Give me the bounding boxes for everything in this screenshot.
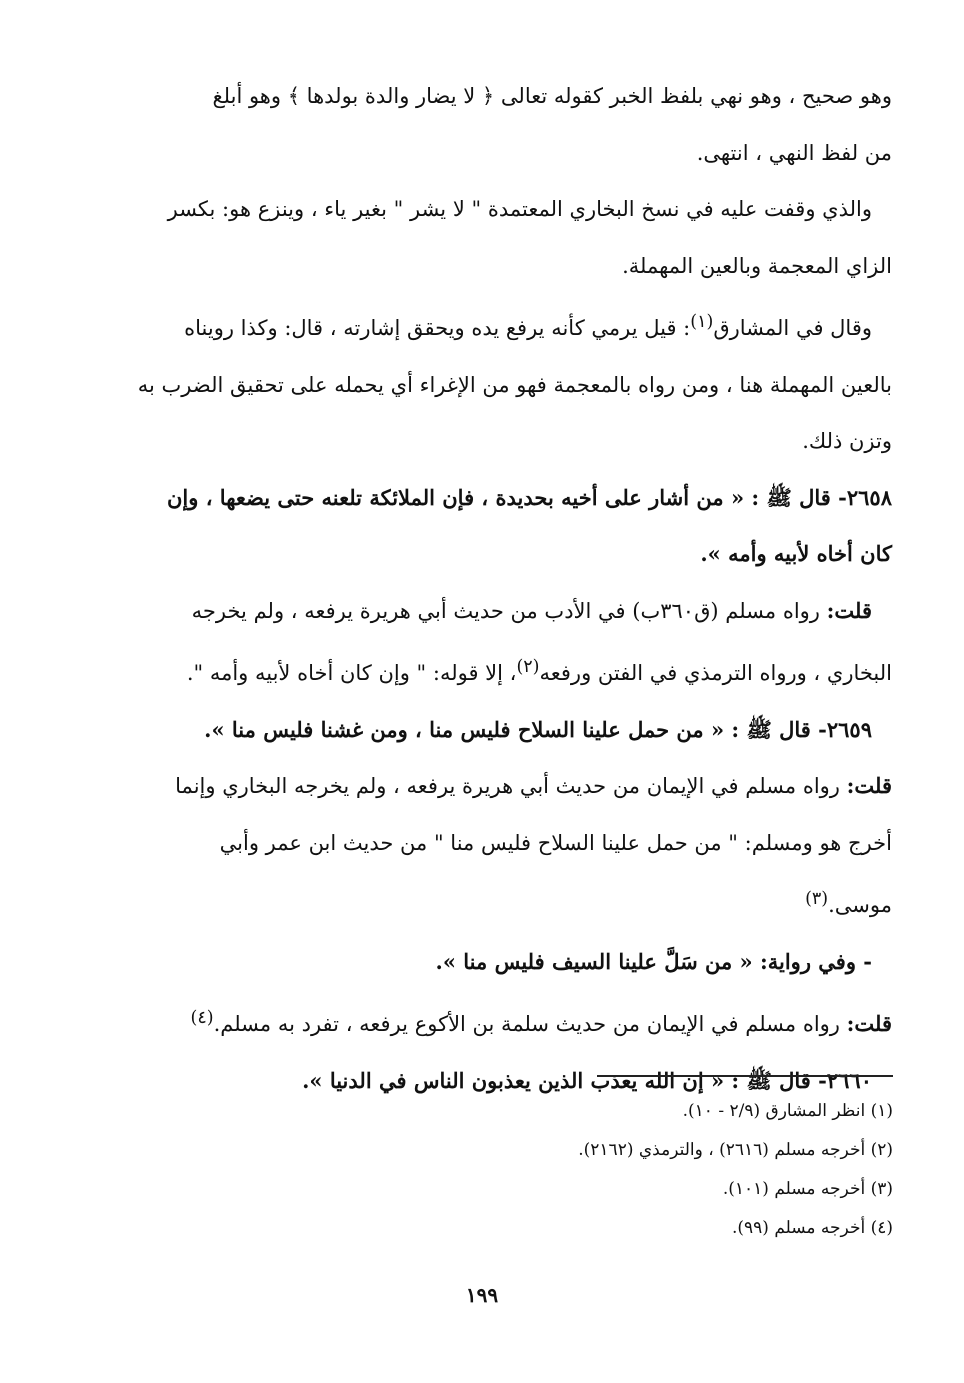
paragraph-2-line-1: والذي وقفت عليه في نسخ البخاري المعتمدة " لا يشر " بغير ياء ، وينزع هو: بكسر <box>167 197 872 221</box>
paragraph-2-line-2: الزاي المعجمة وبالعين المهملة. <box>622 253 892 278</box>
riwaya-line-1: - وفي رواية: « من سَلَّ علينا السيف فليس منا ». <box>435 948 872 974</box>
paragraph-3 <box>112 294 892 470</box>
comment-riwaya-line-1: رواه مسلم في الإيمان من حديث سلمة بن الأكوع يرفعه ، تفرد به مسلم. <box>213 1012 847 1036</box>
footnote-1: (١) انظر المشارق (٢/٩ - ١٠). <box>682 1101 893 1121</box>
comment-2659-line-2: أخرج هو ومسلم: " من حمل علينا السلاح فليس منا " من حديث ابن عمر وأبي <box>219 830 892 855</box>
main-text <box>112 68 892 1109</box>
hadith-2660-line-1: ٢٦٦٠- قال ﷺ : « إن الله يعذب الذين يعذبون الناس في الدنيا ». <box>302 1067 872 1093</box>
paragraph-1 <box>112 68 892 181</box>
hadith-2659-line-1: ٢٦٥٩- قال ﷺ : « من حمل علينا السلاح فليس منا ، ومن غشنا فليس منا ». <box>204 716 872 742</box>
comment-2658-line-1: رواه مسلم (ق٣٦٠ب) في الأدب من حديث أبي هريرة يرفعه ، ولم يخرجه <box>191 598 827 623</box>
paragraph-2 <box>112 181 892 294</box>
qultu-label: قلت: <box>846 1011 892 1036</box>
paragraph-1-line-2: من لفظ النهي ، انتهى. <box>696 140 892 165</box>
paragraph-3-line-2: بالعين المهملة هنا ، ومن رواه بالمعجمة فهو من الإغراء أي يحمله على تحقيق الضرب به <box>137 372 892 397</box>
comment-2658 <box>112 583 892 702</box>
hadith-2658 <box>112 470 892 583</box>
paragraph-3-line-1b: : قيل يرمي كأنه يرفع يده ويحقق إشارته ، قال: وكذا رويناه <box>184 316 691 340</box>
comment-2659-line-1: رواه مسلم في الإيمان من حديث أبي هريرة يرفعه ، ولم يخرجه البخاري وإنما <box>175 774 847 798</box>
footnote-2: (٢) أخرجه مسلم (٢٦١٦) ، والترمذي (٢١٦٢). <box>578 1140 893 1160</box>
riwaya-line <box>112 934 892 991</box>
comment-2659-line-3: موسى. <box>828 893 892 917</box>
paragraph-1-line-1: وهو صحيح ، وهو نهي بلفظ الخبر كقوله تعالى ﴿ لا يضار والدة بولدها ﴾ وهو أبلغ <box>212 84 892 108</box>
comment-2658-line-2b: ، إلا قوله: " وإن كان أخاه لأبيه وأمه ". <box>186 661 517 685</box>
comment-2658-line-2a: البخاري ، ورواه الترمذي في الفتن ورفعه <box>539 661 892 685</box>
footnote-ref-3: (٣) <box>805 889 829 909</box>
footnote-ref-2: (٢) <box>516 657 540 677</box>
comment-2659 <box>112 758 892 934</box>
paragraph-3-line-1a: وقال في المشارق <box>713 316 872 340</box>
hadith-2658-line-1: ٢٦٥٨- قال ﷺ : « من أشار على أخيه بحديدة ، فإن الملائكة تلعنه حتى يضعها ، وإن <box>167 484 892 510</box>
qultu-label: قلت: <box>826 597 872 623</box>
qultu-label: قلت: <box>846 773 892 798</box>
hadith-2658-line-2: كان أخاه لأبيه وأمه ». <box>700 541 892 566</box>
footnote-divider <box>597 1075 893 1077</box>
page-number: ١٩٩ <box>465 1283 499 1307</box>
footnote-ref-4: (٤) <box>190 1008 214 1028</box>
comment-riwaya <box>112 990 892 1053</box>
footnote-ref-1: (١) <box>690 312 714 332</box>
paragraph-3-line-3: وتزن ذلك. <box>802 429 892 453</box>
hadith-2659 <box>112 702 892 759</box>
footnotes <box>400 1092 893 1248</box>
footnote-3: (٣) أخرجه مسلم (١٠١). <box>722 1179 893 1199</box>
footnote-4: (٤) أخرجه مسلم (٩٩). <box>731 1218 893 1238</box>
